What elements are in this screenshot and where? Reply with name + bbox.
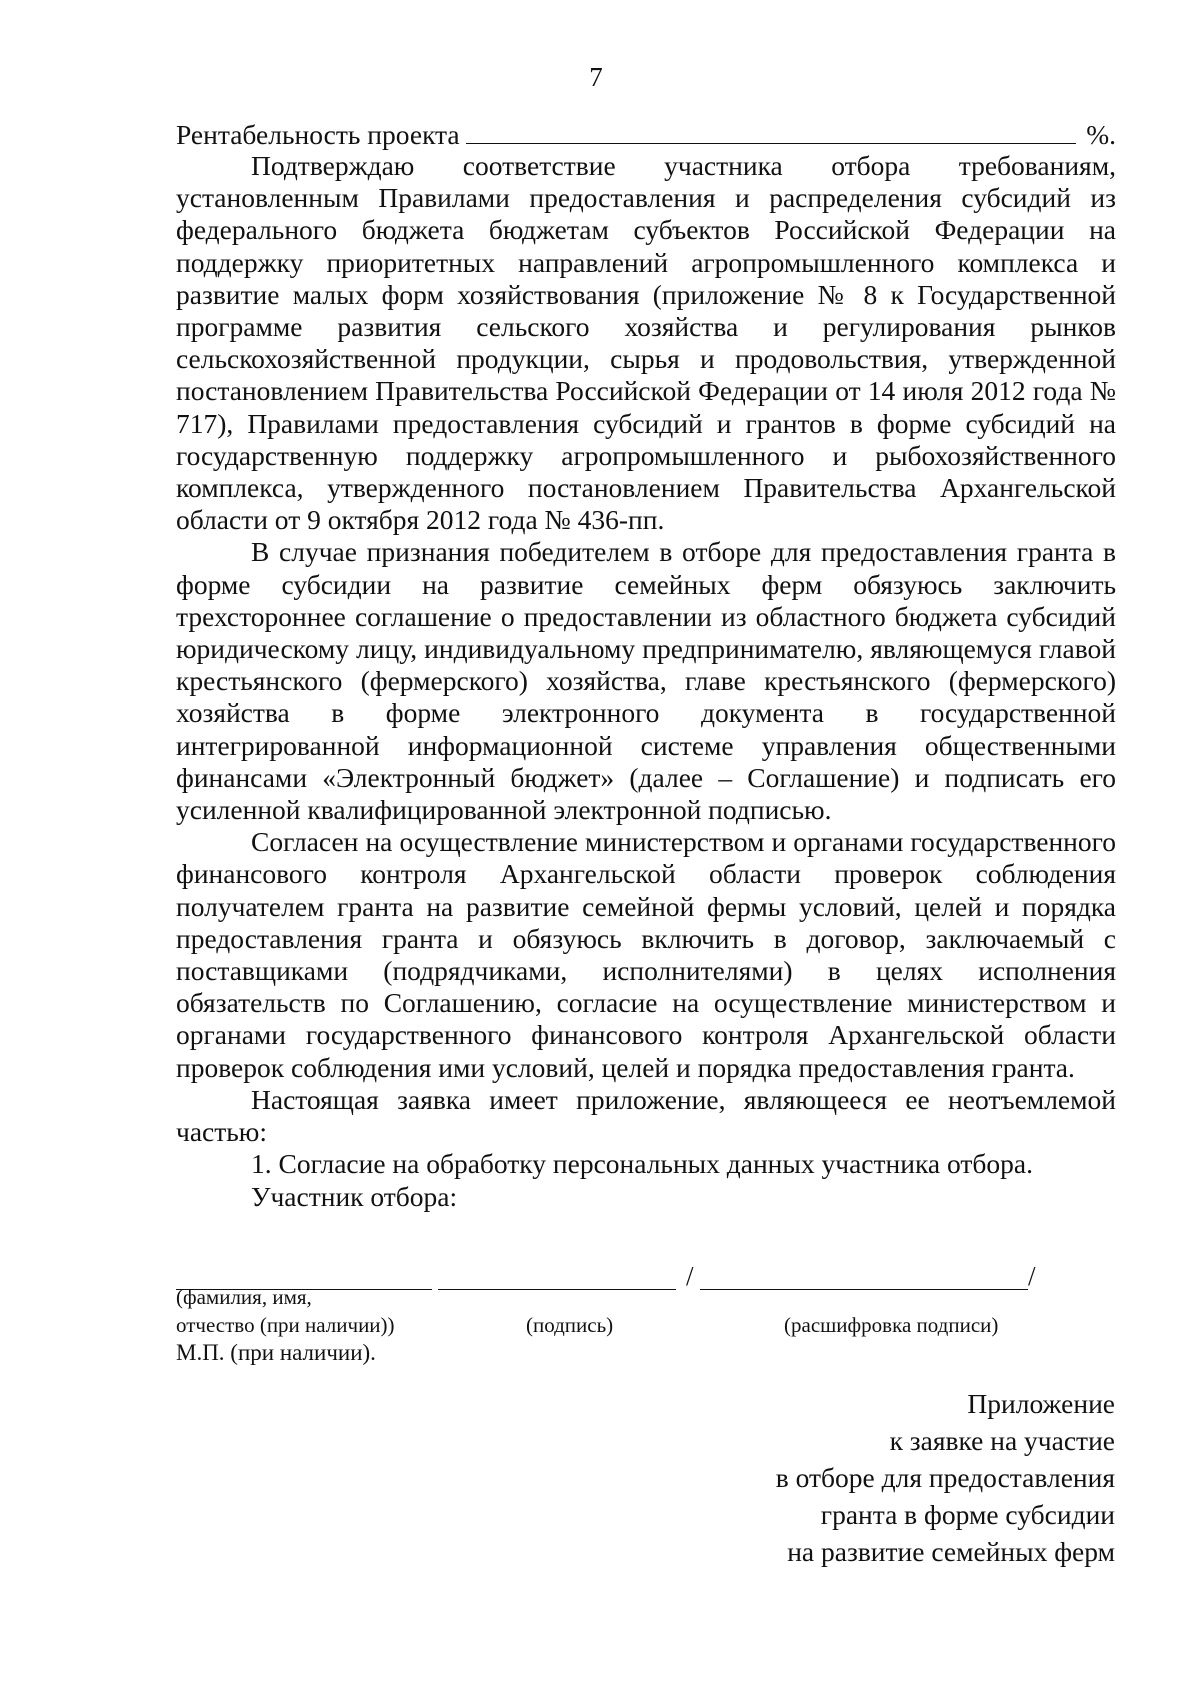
- attachment-list-item: 1. Согласие на обработку персональных данных участника отбора.: [251, 1148, 1033, 1180]
- rentability-unit: %.: [1086, 119, 1116, 150]
- caption-signature: (подпись): [526, 1313, 614, 1337]
- appendix-line-4: гранта в форме субсидии: [820, 1499, 1115, 1530]
- rentability-blank: [466, 143, 1077, 144]
- rentability-line: [176, 117, 1116, 151]
- slash-right: /: [1028, 1261, 1036, 1291]
- paragraph-agreement: В случае признания победителем в отборе для предоставления гранта в форме субсидии на развитие семейных ферм обязуюсь заключить трехстороннее соглашение о предоставлении из областного бюджета субсидий юридическому лицу, индивидуальному предпринимателю, являющемуся главой крестьянского (фермерского) хозяйства, главе крестьянского (фермерского) хозяйства в форме электронного документа в государственной интегрированной информационной системе управления общественными финансами «Электронный бюджет» (далее – Соглашение) и подписать его усиленной квалифицированной электронной подписью.: [176, 536, 1116, 826]
- paragraph-confirmation: Подтверждаю соответствие участника отбора требованиям, установленным Правилами предоставления и распределения субсидий из федерального бюджета бюджетам субъектов Российской Федерации на поддержку приоритетных направлений агропромышленного комплекса и развитие малых форм хозяйствования (приложение № 8 к Государственной программе развития сельского хозяйства и регулирования рынков сельскохозяйственной продукции, сырья и продовольствия, утвержденной постановлением Правительства Российской Федерации от 14 июля 2012 года № 717), Правилами предоставления субсидий и грантов в форме субсидий на государственную поддержку агропромышленного и рыбохозяйственного комплекса, утвержденного постановлением Правительства Архангельской области от 9 октября 2012 года № 436-пп.: [176, 150, 1116, 536]
- appendix-line-3: в отборе для предоставления: [775, 1462, 1115, 1493]
- caption-name: [176, 1283, 395, 1339]
- paragraph-consent: Согласен на осуществление министерством и органами государственного финансового контроля Архангельской области проверок соблюдения получателем гранта на развитие семейной фермы условий, целей и порядка предоставления гранта и обязуюсь включить в договор, заключаемый с поставщиками (подрядчиками, исполнителями) в целях исполнения обязательств по Соглашению, согласие на осуществление министерством и органами государственного финансового контроля Архангельской области проверок соблюдения ими условий, целей и порядка предоставления гранта.: [176, 826, 1116, 1083]
- participant-label: Участник отбора:: [251, 1180, 458, 1212]
- caption-name-line2: отчество (при наличии)): [176, 1313, 395, 1337]
- stamp-note: М.П. (при наличии).: [176, 1340, 376, 1365]
- slash-left: /: [686, 1261, 694, 1291]
- body-text: [176, 150, 1116, 1213]
- paragraph-attachment: Настоящая заявка имеет приложение, являющееся ее неотъемлемой частью:: [176, 1083, 1116, 1148]
- appendix-line-5: на развитие семейных ферм: [787, 1536, 1115, 1567]
- decode-blank: [700, 1289, 1028, 1290]
- appendix-line-1: Приложение: [967, 1388, 1115, 1419]
- page-number: 7: [589, 62, 603, 92]
- signature-blank: [438, 1289, 676, 1290]
- appendix-line-2: к заявке на участие: [889, 1425, 1115, 1456]
- caption-name-line1: (фамилия, имя,: [176, 1285, 312, 1309]
- rentability-label: Рентабельность проекта: [176, 119, 460, 150]
- caption-decode: (расшифровка подписи): [784, 1313, 999, 1337]
- appendix-heading: [776, 1385, 1115, 1570]
